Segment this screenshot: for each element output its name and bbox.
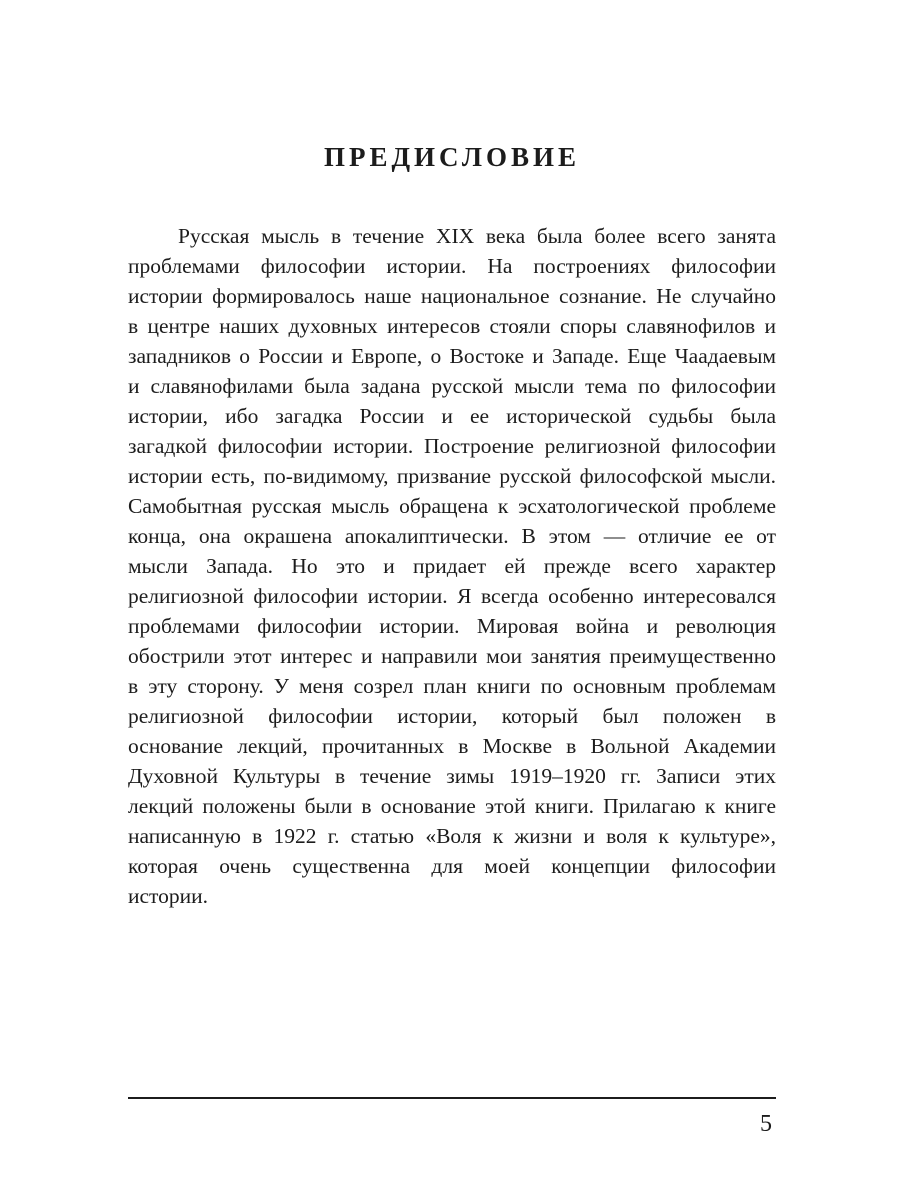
page-number: 5: [760, 1111, 772, 1137]
footer-rule: [128, 1097, 776, 1099]
body-paragraph: Русская мысль в течение XIX века была более всего занята проблемами философии истории. На построениях философии истории формировалось наше национальное сознание. Не случайно в центре наших духовных интересов стояли споры славянофилов и западников о России и Европе, о Востоке и Западе. Еще Чаадаевым и славянофилами была задана русской мысли тема по философии истории, ибо загадка России и ее исторической судьбы была загадкой философии истории. Построение религиозной философии истории есть, по-видимому, призвание русской философской мысли. Самобытная русская мысль обращена к эсхатологической проблеме конца, она окрашена апокалиптически. В этом — отличие ее от мысли Запада. Но это и придает ей прежде всего характер религиозной философии истории. Я всегда особенно интересовался проблемами философии истории. Мировая война и революция обострили этот интерес и направили мои занятия преимущественно в эту сторону. У меня созрел план книги по основным проблемам религиозной философии истории, который был положен в основание лекций, прочитанных в Москве в Вольной Академии Духовной Культуры в течение зимы 1919–1920 гг. Записи этих лекций положены были в основание этой книги. Прилагаю к книге написанную в 1922 г. статью «Воля к жизни и воля к культуре», которая очень существенна для моей концепции философии истории.: [128, 224, 776, 908]
page-content: [128, 142, 776, 911]
page-footer: [128, 1097, 776, 1138]
page-title: ПРЕДИСЛОВИЕ: [323, 142, 581, 172]
